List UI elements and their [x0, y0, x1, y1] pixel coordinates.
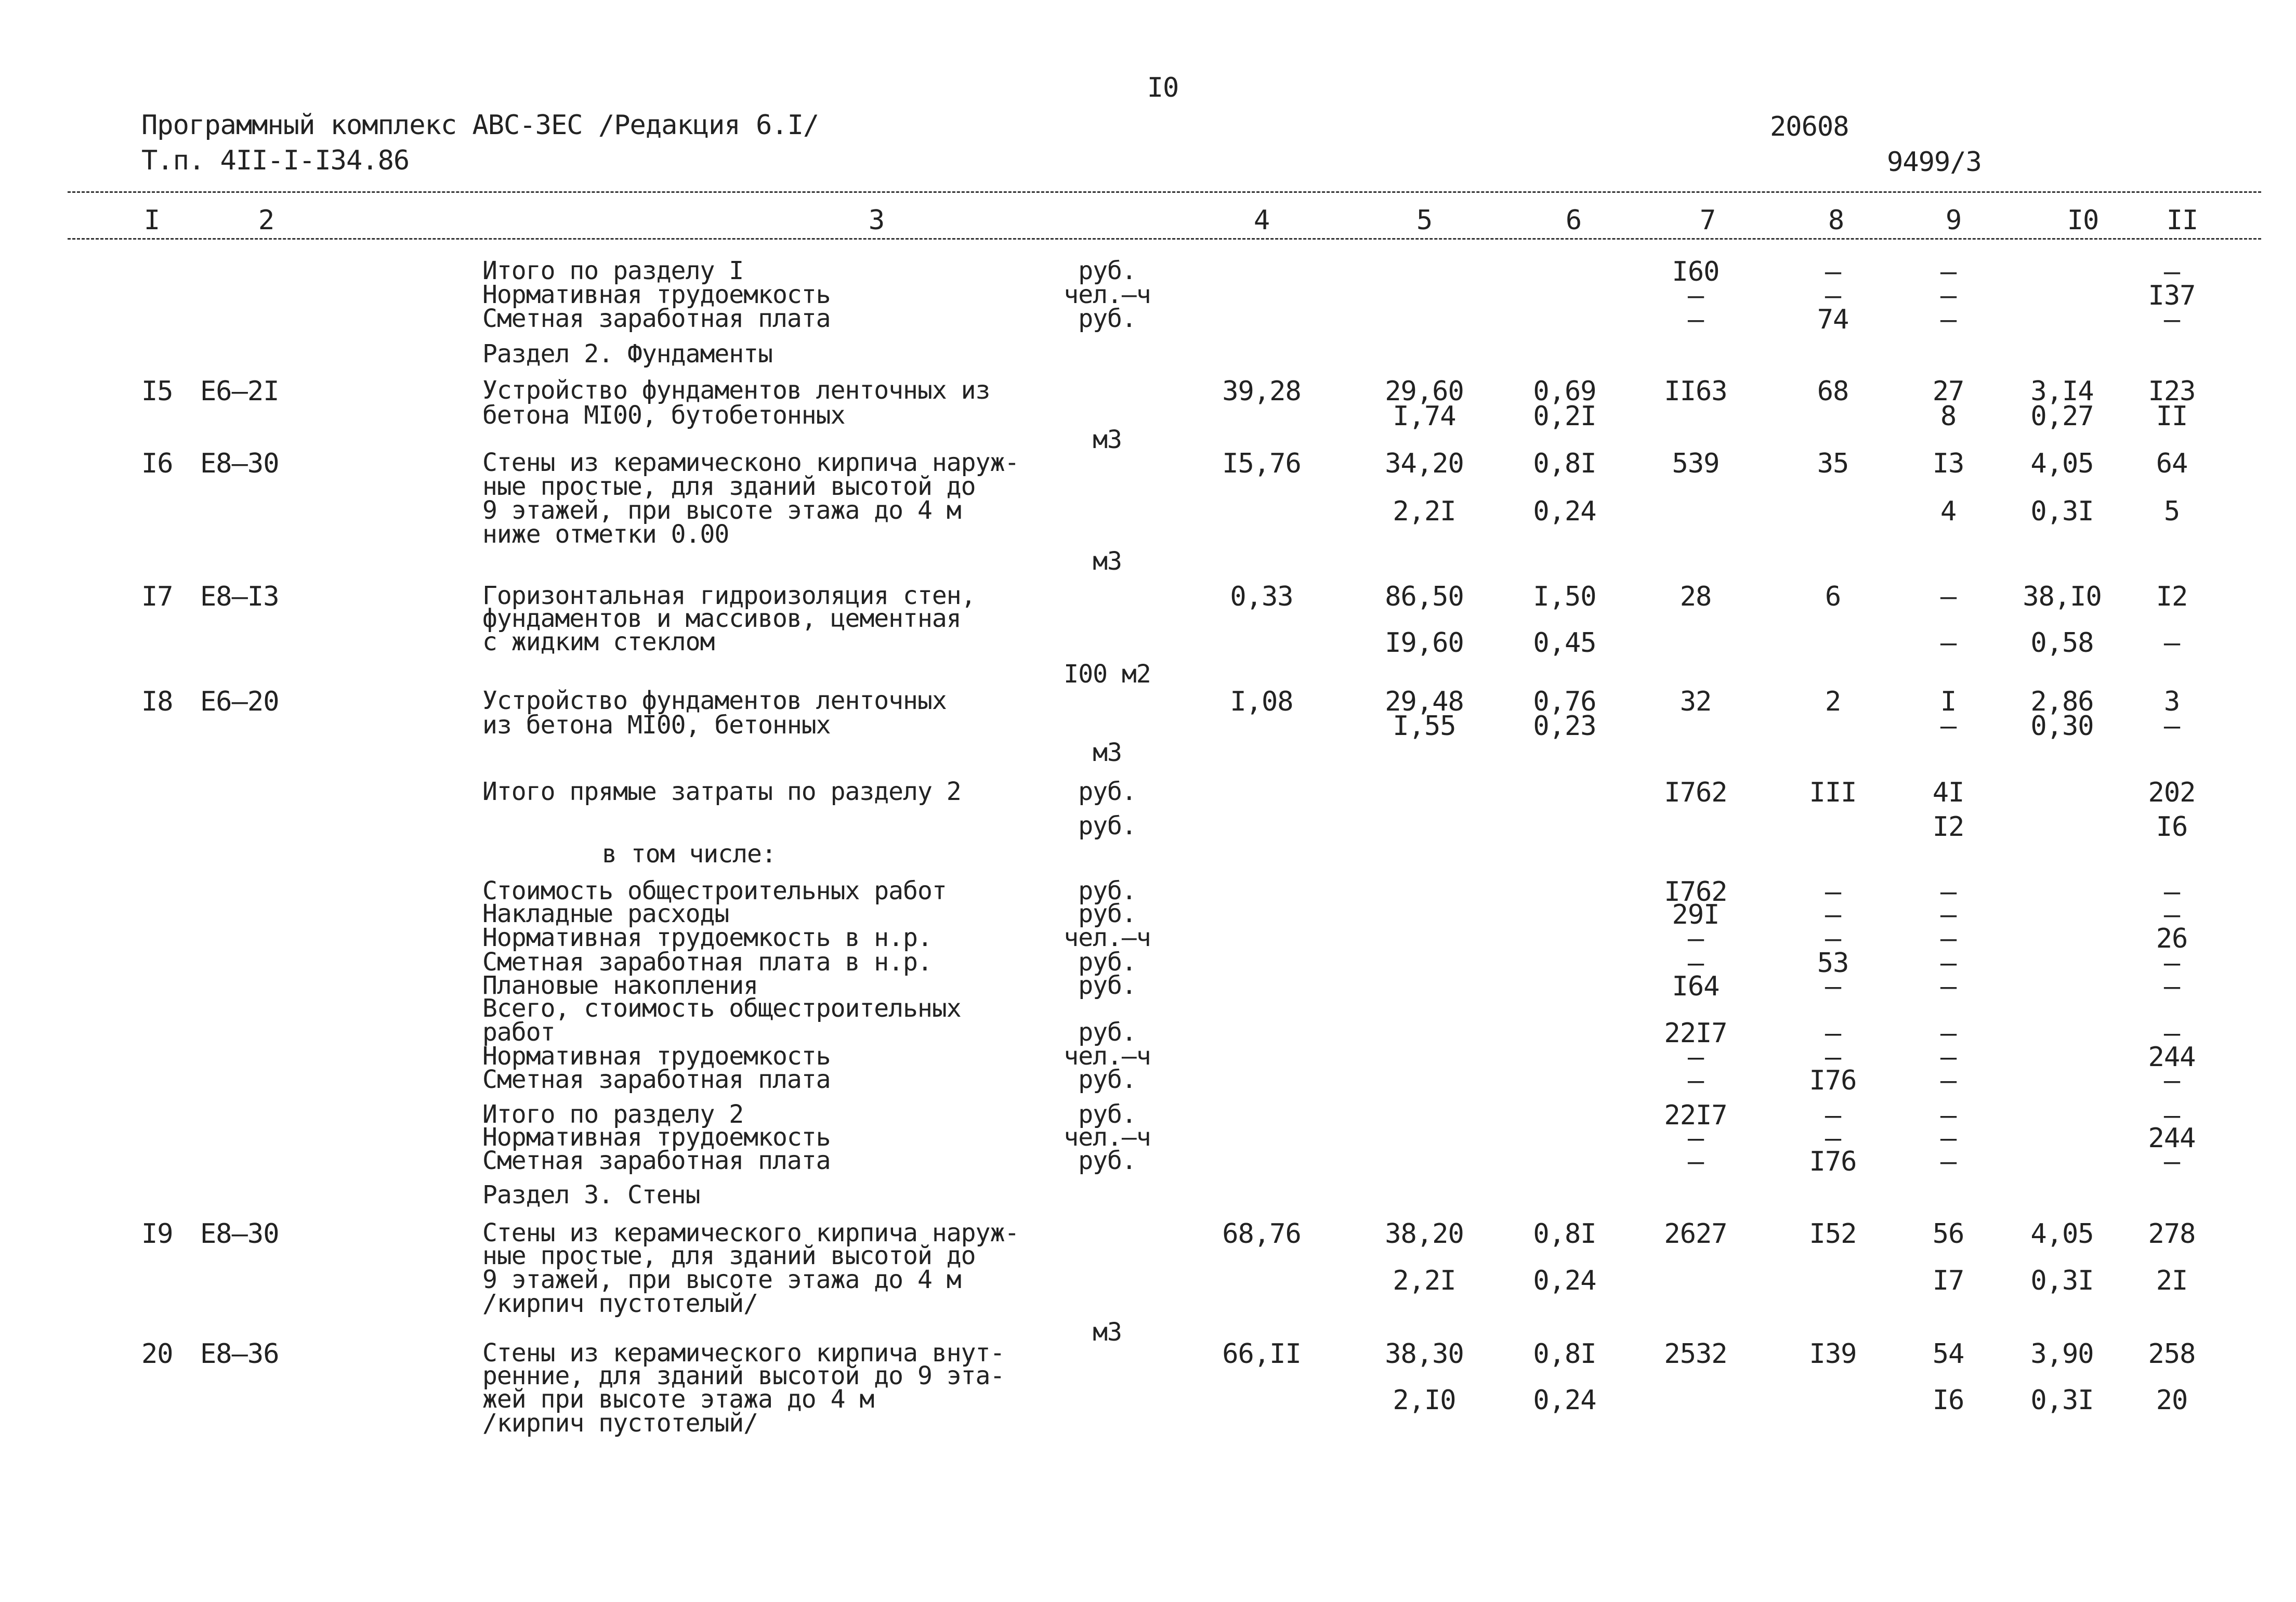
row-3-unit: руб.	[1078, 304, 1136, 333]
row-2-col-9: –	[1940, 280, 1957, 311]
document-code: 20608	[1770, 111, 1849, 142]
column-header-2: 2	[258, 205, 274, 236]
row-27-col-11: –	[2163, 971, 2180, 1002]
row-15-col-9: –	[1940, 627, 1957, 659]
row-30-description: Нормативная трудоемкость	[482, 1042, 831, 1071]
row-4-description: Раздел 2. Фундаменты	[482, 339, 772, 369]
row-3-col-7: –	[1687, 304, 1704, 335]
row-13-col-6: I,50	[1533, 581, 1596, 612]
row-23-description: Стоимость общестроительных работ	[482, 876, 947, 905]
row-38-col-6: 0,24	[1533, 1265, 1596, 1296]
row-18-col-10: 0,30	[2030, 711, 2094, 742]
row-21-col-11: I6	[2156, 811, 2188, 843]
row-36-col-4: 68,76	[1222, 1218, 1301, 1250]
row-17-col-8: 2	[1825, 686, 1841, 717]
row-10-description: 9 этажей, при высоте этажа до 4 м	[482, 496, 961, 525]
row-36-col-8: I52	[1809, 1218, 1857, 1250]
row-27-col-9: –	[1940, 971, 1957, 1002]
row-26-col-11: –	[2163, 948, 2180, 979]
row-38-col-11: 2I	[2156, 1265, 2188, 1296]
row-1-description: Итого по разделу I	[482, 256, 744, 285]
row-13-col-11: I2	[2156, 581, 2188, 612]
row-2-col-11: I37	[2148, 280, 2196, 311]
header-bottom-rule	[68, 238, 2261, 240]
row-2-description: Нормативная трудоемкость	[482, 280, 831, 309]
row-36-col-5: 38,20	[1385, 1218, 1464, 1250]
row-25-col-8: –	[1825, 923, 1841, 954]
row-24-col-7: 29I	[1672, 899, 1720, 930]
row-20-unit: руб.	[1078, 777, 1136, 806]
row-25-col-7: –	[1687, 923, 1704, 954]
row-13-col-5: 86,50	[1385, 581, 1464, 612]
row-24-col-11: –	[2163, 899, 2180, 930]
row-29-description: работ	[482, 1018, 555, 1047]
row-5-position-number: I5	[141, 376, 173, 407]
row-38-col-10: 0,3I	[2030, 1265, 2094, 1296]
row-35-description: Раздел 3. Стены	[482, 1180, 700, 1210]
row-18-col-9: –	[1940, 711, 1957, 742]
row-36-col-9: 56	[1932, 1218, 1964, 1250]
column-header-3: 3	[868, 205, 885, 236]
row-23-col-9: –	[1940, 876, 1957, 908]
row-43-col-6: 0,24	[1533, 1385, 1596, 1416]
row-25-unit: чел.–ч	[1064, 923, 1151, 952]
row-32-description: Итого по разделу 2	[482, 1100, 744, 1129]
row-5-col-8: 68	[1817, 376, 1849, 407]
row-41-description: Стены из керамического кирпича внут-	[482, 1338, 1005, 1368]
row-41-col-8: I39	[1809, 1338, 1857, 1370]
row-10-col-10: 0,3I	[2030, 496, 2094, 527]
row-30-col-7: –	[1687, 1042, 1704, 1073]
row-17-position-number: I8	[141, 686, 173, 717]
row-38-col-5: 2,2I	[1393, 1265, 1456, 1296]
row-10-col-11: 5	[2163, 496, 2180, 527]
row-32-unit: руб.	[1078, 1100, 1136, 1129]
row-5-col-7: II63	[1664, 376, 1727, 407]
row-33-col-9: –	[1940, 1123, 1957, 1154]
row-11-description: ниже отметки 0.00	[482, 520, 729, 549]
row-26-unit: руб.	[1078, 948, 1136, 977]
row-8-col-8: 35	[1817, 448, 1849, 479]
row-5-col-10: 3,I4	[2030, 376, 2094, 407]
row-43-col-10: 0,3I	[2030, 1385, 2094, 1416]
row-29-col-11: –	[2163, 1018, 2180, 1049]
row-22-description: в том числе:	[602, 839, 776, 869]
row-10-col-9: 4	[1940, 496, 1957, 527]
row-36-position-number: I9	[141, 1218, 173, 1250]
row-31-col-7: –	[1687, 1065, 1704, 1096]
row-13-price-code: Е8–I3	[200, 581, 279, 612]
row-13-col-4: 0,33	[1230, 581, 1293, 612]
row-25-description: Нормативная трудоемкость в н.р.	[482, 923, 932, 952]
row-27-col-8: –	[1825, 971, 1841, 1002]
row-26-description: Сметная заработная плата в н.р.	[482, 948, 932, 977]
row-42-description: ренние, для зданий высотой до 9 эта-	[482, 1361, 1005, 1390]
row-33-description: Нормативная трудоемкость	[482, 1123, 831, 1152]
row-25-col-9: –	[1940, 923, 1957, 954]
row-17-col-7: 32	[1680, 686, 1712, 717]
row-23-col-8: –	[1825, 876, 1841, 908]
row-27-description: Плановые накопления	[482, 971, 758, 1000]
row-33-unit: чел.–ч	[1064, 1123, 1151, 1152]
row-8-col-9: I3	[1932, 448, 1964, 479]
row-21-col-9: I2	[1932, 811, 1964, 843]
row-39-description: /кирпич пустотелый/	[482, 1289, 758, 1318]
row-15-col-10: 0,58	[2030, 627, 2094, 659]
row-17-col-11: 3	[2163, 686, 2180, 717]
row-20-col-11: 202	[2148, 777, 2196, 808]
project-number: Т.п. 4II-I-I34.86	[141, 145, 410, 176]
row-5-col-11: I23	[2148, 376, 2196, 407]
row-5-price-code: Е6–2I	[200, 376, 279, 407]
row-18-col-6: 0,23	[1533, 711, 1596, 742]
row-18-col-5: I,55	[1393, 711, 1456, 742]
page-number: I0	[1147, 72, 1179, 103]
row-5-col-5: 29,60	[1385, 376, 1464, 407]
column-header-5: 5	[1416, 205, 1433, 236]
row-12-unit: м3	[1093, 547, 1122, 576]
row-13-col-7: 28	[1680, 581, 1712, 612]
row-2-col-8: –	[1825, 280, 1841, 311]
row-8-col-4: I5,76	[1222, 448, 1301, 479]
row-13-position-number: I7	[141, 581, 173, 612]
row-27-col-7: I64	[1672, 971, 1720, 1002]
row-26-col-8: 53	[1817, 948, 1849, 979]
row-17-col-4: I,08	[1230, 686, 1293, 717]
row-6-col-5: I,74	[1393, 401, 1456, 432]
row-24-description: Накладные расходы	[482, 899, 729, 928]
row-41-col-11: 258	[2148, 1338, 2196, 1370]
row-34-col-7: –	[1687, 1146, 1704, 1177]
row-28-description: Всего, стоимость общестроительных	[482, 994, 961, 1023]
row-8-col-10: 4,05	[2030, 448, 2094, 479]
row-32-col-7: 22I7	[1664, 1100, 1727, 1131]
row-44-description: /кирпич пустотелый/	[482, 1409, 758, 1438]
row-38-description: 9 этажей, при высоте этажа до 4 м	[482, 1265, 961, 1294]
row-43-col-5: 2,I0	[1393, 1385, 1456, 1416]
row-20-col-7: I762	[1664, 777, 1727, 808]
column-header-11: II	[2166, 205, 2198, 236]
row-29-col-7: 22I7	[1664, 1018, 1727, 1049]
row-3-col-8: 74	[1817, 304, 1849, 335]
row-10-col-6: 0,24	[1533, 496, 1596, 527]
row-31-col-11: –	[2163, 1065, 2180, 1096]
row-19-unit: м3	[1093, 738, 1122, 767]
row-1-col-11: –	[2163, 256, 2180, 287]
row-34-col-11: –	[2163, 1146, 2180, 1177]
row-43-col-11: 20	[2156, 1385, 2188, 1416]
row-41-col-5: 38,30	[1385, 1338, 1464, 1370]
row-36-description: Стены из керамического кирпича наруж-	[482, 1218, 1019, 1248]
row-24-col-9: –	[1940, 899, 1957, 930]
row-5-col-9: 27	[1932, 376, 1964, 407]
row-7-unit: м3	[1093, 425, 1122, 454]
row-15-col-11: –	[2163, 627, 2180, 659]
row-30-col-8: –	[1825, 1042, 1841, 1073]
column-header-6: 6	[1565, 205, 1582, 236]
row-14-description: фундаментов и массивов, цементная	[482, 604, 961, 633]
row-23-col-11: –	[2163, 876, 2180, 908]
row-18-col-11: –	[2163, 711, 2180, 742]
row-36-price-code: Е8–30	[200, 1218, 279, 1250]
row-6-col-10: 0,27	[2030, 401, 2094, 432]
column-header-8: 8	[1828, 205, 1844, 236]
row-6-col-11: II	[2156, 401, 2188, 432]
row-38-col-9: I7	[1932, 1265, 1964, 1296]
column-header-1: I	[143, 205, 160, 236]
row-8-col-5: 34,20	[1385, 448, 1464, 479]
row-8-price-code: Е8–30	[200, 448, 279, 479]
row-9-description: ные простые, для зданий высотой до	[482, 472, 976, 501]
row-43-description: жей при высоте этажа до 4 м	[482, 1385, 874, 1414]
row-36-col-7: 2627	[1664, 1218, 1727, 1250]
row-21-unit: руб.	[1078, 811, 1136, 841]
row-24-unit: руб.	[1078, 899, 1136, 928]
row-18-description: из бетона МI00, бетонных	[482, 711, 831, 740]
row-31-description: Сметная заработная плата	[482, 1065, 831, 1094]
row-6-description: бетона МI00, бутобетонных	[482, 401, 845, 430]
column-header-7: 7	[1699, 205, 1716, 236]
row-17-col-10: 2,86	[2030, 686, 2094, 717]
row-29-col-8: –	[1825, 1018, 1841, 1049]
row-5-description: Устройство фундаментов ленточных из	[482, 376, 990, 405]
row-25-col-11: 26	[2156, 923, 2188, 954]
row-8-description: Стены из керамическоно кирпича наруж-	[482, 448, 1019, 477]
row-23-unit: руб.	[1078, 876, 1136, 905]
row-33-col-11: 244	[2148, 1123, 2196, 1154]
row-41-price-code: Е8–36	[200, 1338, 279, 1370]
row-23-col-7: I762	[1664, 876, 1727, 908]
row-31-col-8: I76	[1809, 1065, 1857, 1096]
row-3-description: Сметная заработная плата	[482, 304, 831, 333]
row-2-col-7: –	[1687, 280, 1704, 311]
row-13-col-8: 6	[1825, 581, 1841, 612]
column-header-9: 9	[1945, 205, 1962, 236]
row-8-col-11: 64	[2156, 448, 2188, 479]
row-34-col-8: I76	[1809, 1146, 1857, 1177]
row-2-unit: чел.–ч	[1064, 280, 1151, 309]
row-13-col-9: –	[1940, 581, 1957, 612]
row-20-description: Итого прямые затраты по разделу 2	[482, 777, 961, 806]
row-33-col-8: –	[1825, 1123, 1841, 1154]
row-20-col-9: 4I	[1932, 777, 1964, 808]
row-30-col-9: –	[1940, 1042, 1957, 1073]
row-15-col-5: I9,60	[1385, 627, 1464, 659]
row-41-col-7: 2532	[1664, 1338, 1727, 1370]
row-32-col-11: –	[2163, 1100, 2180, 1131]
row-17-col-6: 0,76	[1533, 686, 1596, 717]
row-34-col-9: –	[1940, 1146, 1957, 1177]
column-header-10: I0	[2067, 205, 2099, 236]
row-30-col-11: 244	[2148, 1042, 2196, 1073]
row-1-col-9: –	[1940, 256, 1957, 287]
row-41-col-6: 0,8I	[1533, 1338, 1596, 1370]
row-3-col-9: –	[1940, 304, 1957, 335]
row-32-col-8: –	[1825, 1100, 1841, 1131]
row-33-col-7: –	[1687, 1123, 1704, 1154]
row-37-description: ные простые, для зданий высотой до	[482, 1241, 976, 1270]
row-36-col-6: 0,8I	[1533, 1218, 1596, 1250]
header-top-rule	[68, 191, 2261, 193]
row-13-description: Горизонтальная гидроизоляция стен,	[482, 581, 976, 610]
row-1-unit: руб.	[1078, 256, 1136, 285]
row-40-unit: м3	[1093, 1318, 1122, 1347]
row-16-unit: I00 м2	[1064, 660, 1151, 689]
row-24-col-8: –	[1825, 899, 1841, 930]
row-34-description: Сметная заработная плата	[482, 1146, 831, 1175]
row-5-col-4: 39,28	[1222, 376, 1301, 407]
row-5-col-6: 0,69	[1533, 376, 1596, 407]
row-29-col-9: –	[1940, 1018, 1957, 1049]
row-27-unit: руб.	[1078, 971, 1136, 1000]
sheet-code: 9499/3	[1887, 147, 1982, 178]
column-header-4: 4	[1253, 205, 1270, 236]
row-3-col-11: –	[2163, 304, 2180, 335]
row-1-col-7: I60	[1672, 256, 1720, 287]
row-41-position-number: 20	[141, 1338, 173, 1370]
row-26-col-9: –	[1940, 948, 1957, 979]
row-13-col-10: 38,I0	[2023, 581, 2102, 612]
row-36-col-11: 278	[2148, 1218, 2196, 1250]
row-31-unit: руб.	[1078, 1065, 1136, 1094]
row-20-col-8: III	[1809, 777, 1857, 808]
row-41-col-10: 3,90	[2030, 1338, 2094, 1370]
row-8-position-number: I6	[141, 448, 173, 479]
row-34-unit: руб.	[1078, 1146, 1136, 1175]
row-17-col-9: I	[1940, 686, 1957, 717]
row-17-col-5: 29,48	[1385, 686, 1464, 717]
row-15-description: с жидким стеклом	[482, 627, 715, 656]
row-36-col-10: 4,05	[2030, 1218, 2094, 1250]
row-31-col-9: –	[1940, 1065, 1957, 1096]
row-32-col-9: –	[1940, 1100, 1957, 1131]
row-15-col-6: 0,45	[1533, 627, 1596, 659]
row-29-unit: руб.	[1078, 1018, 1136, 1047]
row-8-col-6: 0,8I	[1533, 448, 1596, 479]
program-title: Программный комплекс АВС-ЗЕС /Редакция 6.I/	[141, 110, 819, 141]
row-17-description: Устройство фундаментов ленточных	[482, 686, 947, 715]
row-6-col-6: 0,2I	[1533, 401, 1596, 432]
row-17-price-code: Е6–20	[200, 686, 279, 717]
row-26-col-7: –	[1687, 948, 1704, 979]
row-41-col-9: 54	[1932, 1338, 1964, 1370]
row-10-col-5: 2,2I	[1393, 496, 1456, 527]
row-41-col-4: 66,II	[1222, 1338, 1301, 1370]
row-6-col-9: 8	[1940, 401, 1957, 432]
row-43-col-9: I6	[1932, 1385, 1964, 1416]
row-1-col-8: –	[1825, 256, 1841, 287]
row-8-col-7: 539	[1672, 448, 1720, 479]
row-30-unit: чел.–ч	[1064, 1042, 1151, 1071]
